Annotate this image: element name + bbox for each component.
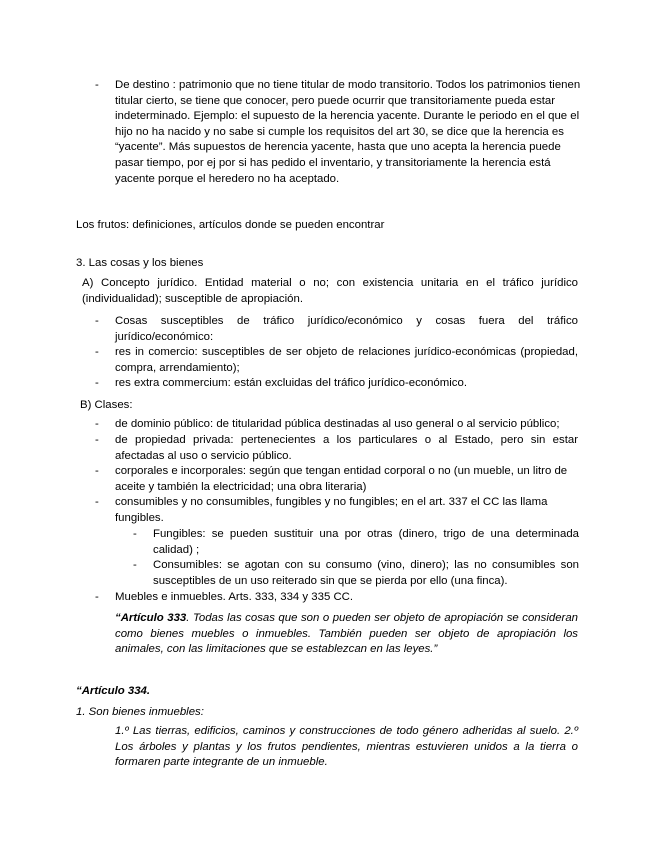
list-item-text: Cosas susceptibles de tráfico jurídico/económico y cosas fuera del tráfico jurídico/económico: <box>115 315 578 343</box>
list-item-text: res in comercio: susceptibles de ser objeto de relaciones jurídico-económicas (propiedad, compra, arrendamiento); <box>115 346 578 374</box>
inmuebles-heading: 1. Son bienes inmuebles: <box>76 706 204 718</box>
article-333-text: . Todas las cosas que son o pueden ser objeto de apropiación se consideran como bienes muebles o inmuebles. También pueden ser objeto de apropiación los animales, con las limitaciones que se establezcan en las leyes.” <box>115 612 578 656</box>
dash-bullet: - <box>133 559 137 571</box>
destino-text: De destino : patrimonio que no tiene titular de modo transitorio. Todos los patrimonios tienen titular cierto, se tiene que conocer, pero puede ocurrir que transitoriamente pueda estar indeterminado. Ejemplo: el supuesto de la herencia yacente. Durante le periodo en el que el hijo no ha nacido y no sabe si cumple los requisitos del art 30, se dice que la herencia es “yacente”. Más supuestos de herencia yacente, hasta que uno acepta la herencia puede pasar tiempo, por ej por si has pedido el inventario, y transitoriamente la herencia está yacente porque el heredero no ha aceptado. <box>115 79 581 185</box>
article-334-heading: “Artículo 334. <box>76 685 151 697</box>
list-item-text: Fungibles: se pueden sustituir una por otras (dinero, trigo de una determinada calidad) ; <box>153 528 579 556</box>
frutos-heading: Los frutos: definiciones, artículos donde se pueden encontrar <box>76 219 385 231</box>
list-item-text: de propiedad privada: pertenecientes a los particulares o al Estado, pero sin estar afectadas al uso o servicio público. <box>115 434 578 462</box>
dash-bullet: - <box>95 591 99 603</box>
list-item-text: de dominio público: de titularidad pública destinadas al uso general o al servicio público; <box>115 418 560 430</box>
list-item-text: consumibles y no consumibles, fungibles y no fungibles; en el art. 337 el CC las llama fungibles. <box>115 496 548 524</box>
dash-bullet: - <box>95 346 99 358</box>
dash-bullet: - <box>95 496 99 508</box>
list-item-text: Consumibles: se agotan con su consumo (vino, dinero); las no consumibles son susceptibles de un uso reiterado sin que se pierda por ello (una finca). <box>153 559 579 587</box>
dash-bullet: - <box>95 434 99 446</box>
inmuebles-text: 1.º Las tierras, edificios, caminos y construcciones de todo género adheridas al suelo. 2.º Los árboles y plantas y los frutos pendientes, mientras estuvieren unidos a la tierra o formaren parte integrante de un inmueble. <box>115 725 578 769</box>
dash-bullet: - <box>133 528 137 540</box>
clases-heading: B) Clases: <box>80 399 133 411</box>
dash-bullet: - <box>95 377 99 389</box>
dash-bullet: - <box>95 418 99 430</box>
list-item-text: Muebles e inmuebles. Arts. 333, 334 y 335 CC. <box>115 591 354 603</box>
list-item-text: res extra commercium: están excluidas del tráfico jurídico-económico. <box>115 377 467 389</box>
article-333-label: “Artículo 333 <box>115 612 187 624</box>
list-item-text: corporales e incorporales: según que tengan entidad corporal o no (un mueble, un litro de aceite y también la electricidad; una obra literaria) <box>115 465 568 493</box>
dash-bullet: - <box>95 79 99 91</box>
dash-bullet: - <box>95 465 99 477</box>
concepto-paragraph: A) Concepto jurídico. Entidad material o no; con existencia unitaria en el tráfico jurídico (individualidad); susceptible de apropiación. <box>82 277 578 305</box>
dash-bullet: - <box>95 315 99 327</box>
article-333-quote <box>115 611 578 658</box>
section-3-heading: 3. Las cosas y los bienes <box>76 257 204 269</box>
